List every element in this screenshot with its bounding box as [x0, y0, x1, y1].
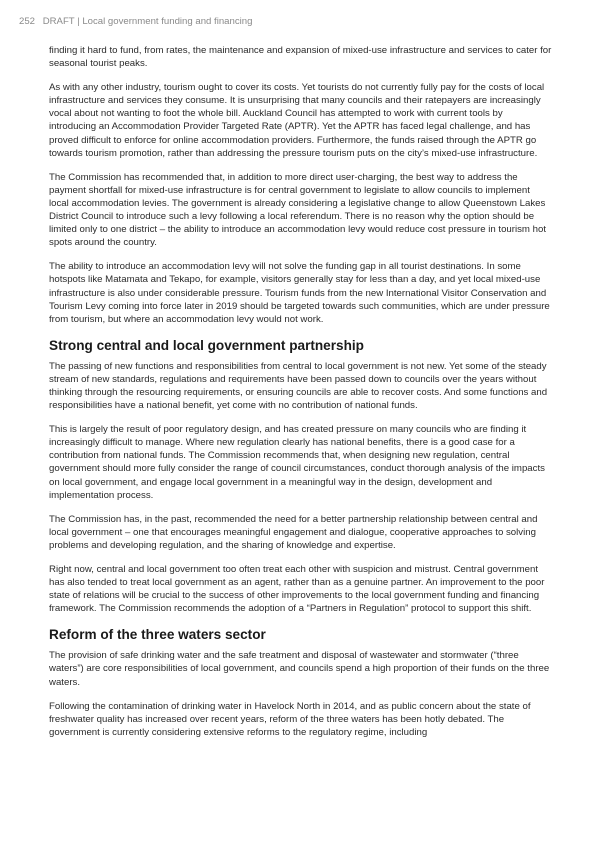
paragraph: Following the contamination of drinking water in Havelock North in 2014, and as public concern about the state of freshwater quality has increased over recent years, reform of the three waters has been hotly debated. The government is currently considering extensive reforms to the regulatory regime, including	[49, 700, 531, 738]
running-header	[19, 16, 252, 27]
paragraph: This is largely the result of poor regulatory design, and has created pressure on many councils who are finding it increasingly difficult to manage. Where new regulation clearly has national benefits, there is a good case for a contribution from national funds. The Commission recommends that, when designing new regulation, central government should more fully consider the range of council circumstances, conduct thorough analysis of the impacts on local government, and engage local government in a meaningful way in the design, development and implementation process.	[49, 424, 545, 501]
paragraph: finding it hard to fund, from rates, the maintenance and expansion of mixed-use infrastructure and services to cater for seasonal tourist peaks.	[49, 45, 552, 70]
section-heading: Strong central and local government partnership	[49, 337, 364, 353]
paragraph: As with any other industry, tourism ought to cover its costs. Yet tourists do not currently fully pay for the costs of local infrastructure and services they consume. It is unsurprising that many councils and their ratepayers are increasingly vocal about not wanting to foot the whole bill. Auckland Council has attempted to work with current tools by introducing an Accommodation Provider Targeted Rate (APTR). Yet the APTR has faced legal challenge, and has proved difficult to enforce for online accommodation providers. Furthermore, the funds raised through the APTR go towards tourism promotion, rather than addressing the pressure tourism puts on the city’s mixed-use infrastructure.	[49, 82, 545, 159]
body-text	[49, 44, 552, 750]
paragraph: The passing of new functions and responsibilities from central to local government is not new. Yet some of the steady stream of new standards, regulations and requirements have been passed down to councils over the years without thinking through the resourcing requirements, or ensuring councils are able to recover costs. And some functions and responsibilities have a national benefit, yet come with no contribution of national funds.	[49, 360, 548, 412]
paragraph: The ability to introduce an accommodation levy will not solve the funding gap in all tourist destinations. In some hotspots like Matamata and Tekapo, for example, visitors generally stay for less than a day, and yet local mixed-use infrastructure is also under considerable pressure. Tourism funds from the new International Visitor Conservation and Tourism Levy coming into force later in 2019 should be targeted towards such communities, which are under pressure from tourism, but where an accommodation levy would not work.	[49, 261, 550, 325]
page-number: 252	[19, 16, 36, 27]
paragraph: The provision of safe drinking water and the safe treatment and disposal of wastewater and stormwater (“three waters”) are core responsibilities of local government, and councils spend a high proportion of their funds on the three waters.	[49, 650, 550, 688]
paragraph: The Commission has recommended that, in addition to more direct user-charging, the best way to address the payment shortfall for mixed-use infrastructure is for central government to legislate to allow councils to implement local accommodation levies. The government is already considering a legislative change to allow Queenstown Lakes District Council to introduce such a levy following a local referendum. There is no reason why the option should be limited only to one district – the ability to introduce an accommodation levy would reduce cost pressure in tourism hot spots around the country.	[49, 171, 547, 249]
section-heading: Reform of the three waters sector	[49, 627, 266, 643]
paragraph: Right now, central and local government too often treat each other with suspicion and mistrust. Central government has also tended to treat local government as an agent, rather than as a genuine partner. An improvement to the poor state of relations will be crucial to the success of other improvements to the local government funding and financing framework. The Commission recommends the adoption of a “Partners in Regulation” protocol to support this shift.	[49, 564, 545, 615]
running-header-title: DRAFT | Local government funding and financing	[42, 16, 253, 27]
paragraph: The Commission has, in the past, recommended the need for a better partnership relationship between central and local government – one that encourages meaningful engagement and dialogue, cooperative approaches to solving problems and developing regulation, and the sharing of knowledge and expertise.	[49, 513, 538, 551]
